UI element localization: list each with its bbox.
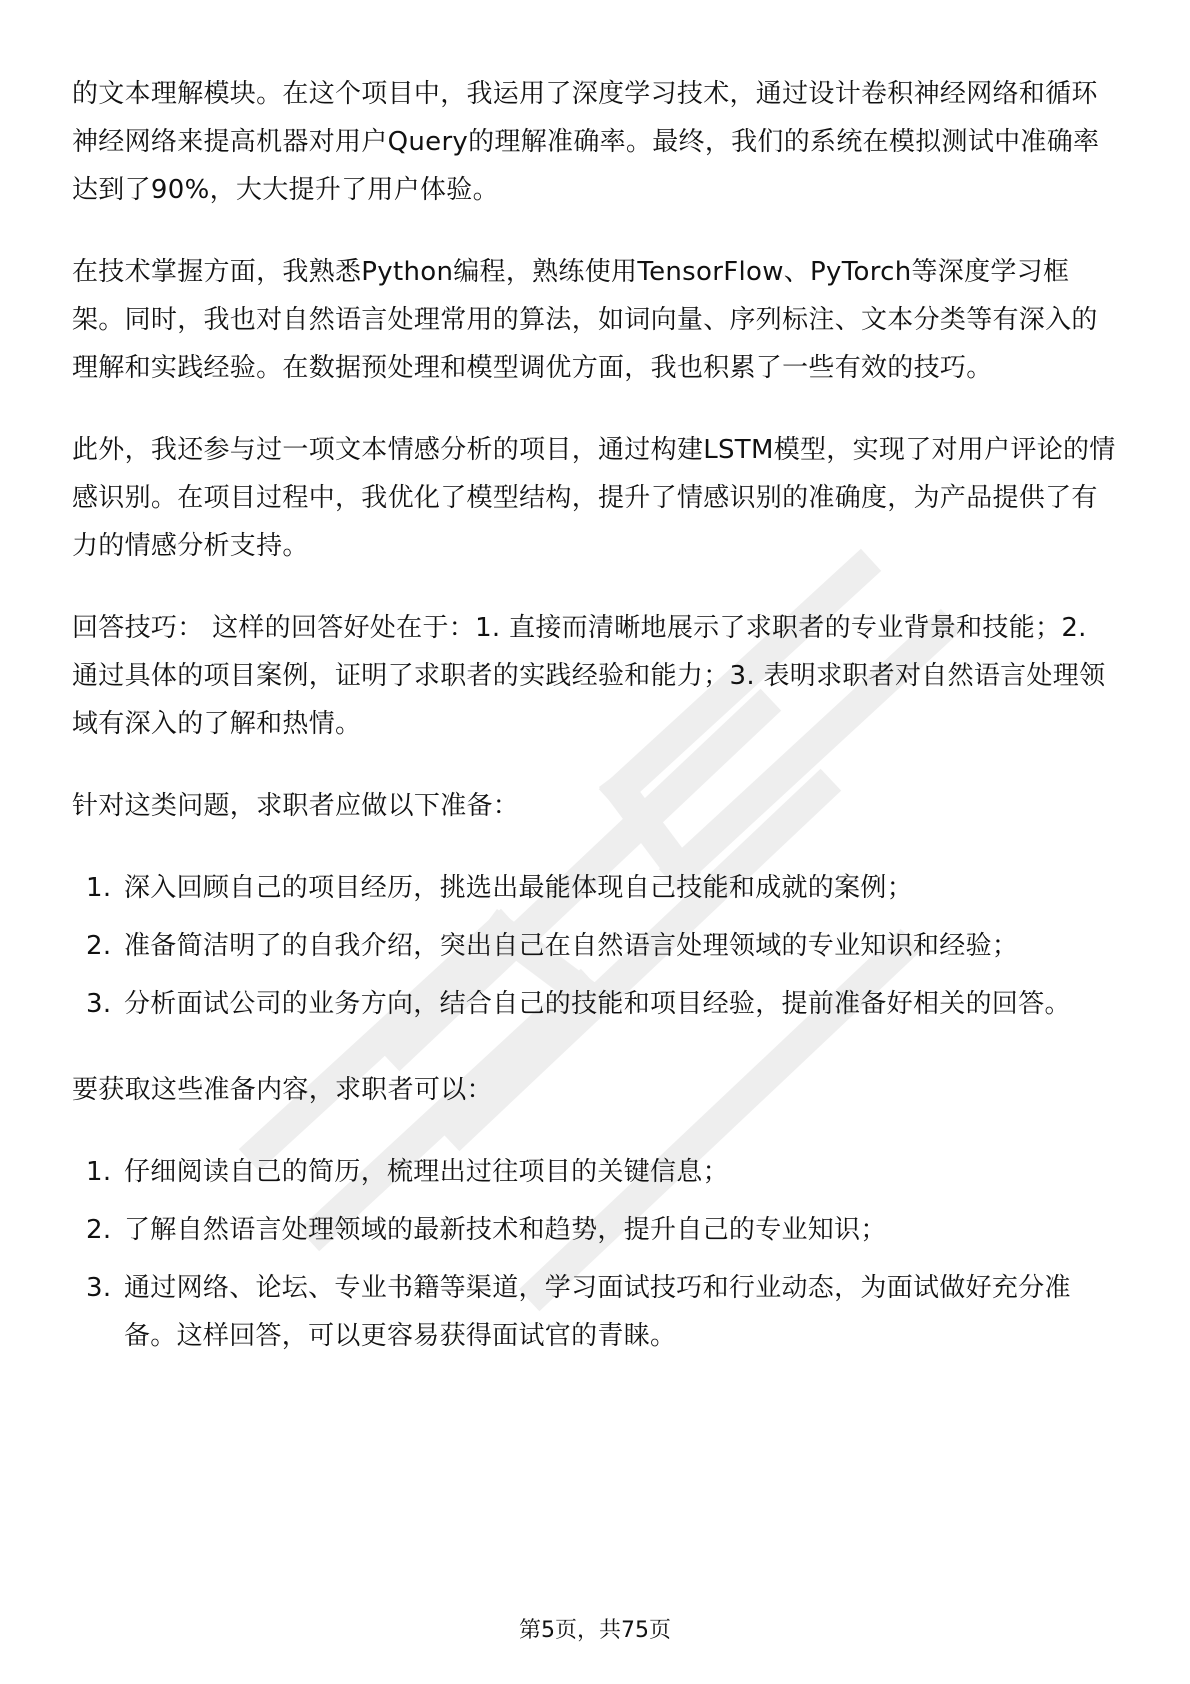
list-item-text: 仔细阅读自己的简历，梳理出过往项目的关键信息；: [124, 1157, 729, 1187]
list-item: [72, 1148, 1118, 1196]
list-item: [72, 980, 1118, 1028]
list-item: [72, 1206, 1118, 1254]
list-item: [72, 1264, 1118, 1360]
list-item-number: 1.: [86, 1157, 112, 1187]
list-item-text: 深入回顾自己的项目经历，挑选出最能体现自己技能和成就的案例；: [124, 873, 914, 903]
paragraph-sentiment-project: 此外，我还参与过一项文本情感分析的项目，通过构建LSTM模型，实现了对用户评论的情感识别。在项目过程中，我优化了模型结构，提升了情感识别的准确度，为产品提供了有力的情感分析支持。: [72, 435, 1116, 561]
list-item-number: 3.: [86, 1273, 112, 1303]
paragraph-project-intro: 的文本理解模块。在这个项目中，我运用了深度学习技术，通过设计卷积神经网络和循环神经网络来提高机器对用户Query的理解准确率。最终，我们的系统在模拟测试中准确率达到了90%，大大提升了用户体验。: [72, 79, 1100, 205]
acquire-list: [72, 1148, 1118, 1360]
list-item-text: 分析面试公司的业务方向，结合自己的技能和项目经验，提前准备好相关的回答。: [124, 989, 1071, 1019]
list-item-number: 2.: [86, 931, 112, 961]
list-item-number: 2.: [86, 1215, 112, 1245]
paragraph-acquire-intro: 要获取这些准备内容，求职者可以：: [72, 1075, 493, 1105]
preparation-list: [72, 864, 1118, 1028]
list-item-number: 1.: [86, 873, 112, 903]
page-number-footer: 第5页，共75页: [519, 1618, 671, 1643]
list-item-number: 3.: [86, 989, 112, 1019]
list-item: [72, 922, 1118, 970]
paragraph-preparation-intro: 针对这类问题，求职者应做以下准备：: [72, 791, 520, 821]
paragraph-technical-skills: 在技术掌握方面，我熟悉Python编程，熟练使用TensorFlow、PyTorch等深度学习框架。同时，我也对自然语言处理常用的算法，如词向量、序列标注、文本分类等有深入的理解和实践经验。在数据预处理和模型调优方面，我也积累了一些有效的技巧。: [72, 257, 1098, 383]
list-item-text: 了解自然语言处理领域的最新技术和趋势，提升自己的专业知识；: [124, 1215, 887, 1245]
list-item: [72, 864, 1118, 912]
paragraph-answer-tips: 回答技巧： 这样的回答好处在于：1. 直接而清晰地展示了求职者的专业背景和技能；2. 通过具体的项目案例，证明了求职者的实践经验和能力；3. 表明求职者对自然语言处理领域有深入的了解和热情。: [72, 613, 1106, 739]
list-item-text: 准备简洁明了的自我介绍，突出自己在自然语言处理领域的专业知识和经验；: [124, 931, 1019, 961]
document-body: [72, 70, 1118, 1398]
list-item-text: 通过网络、论坛、专业书籍等渠道，学习面试技巧和行业动态，为面试做好充分准备。这样回答，可以更容易获得面试官的青睐。: [124, 1273, 1071, 1351]
